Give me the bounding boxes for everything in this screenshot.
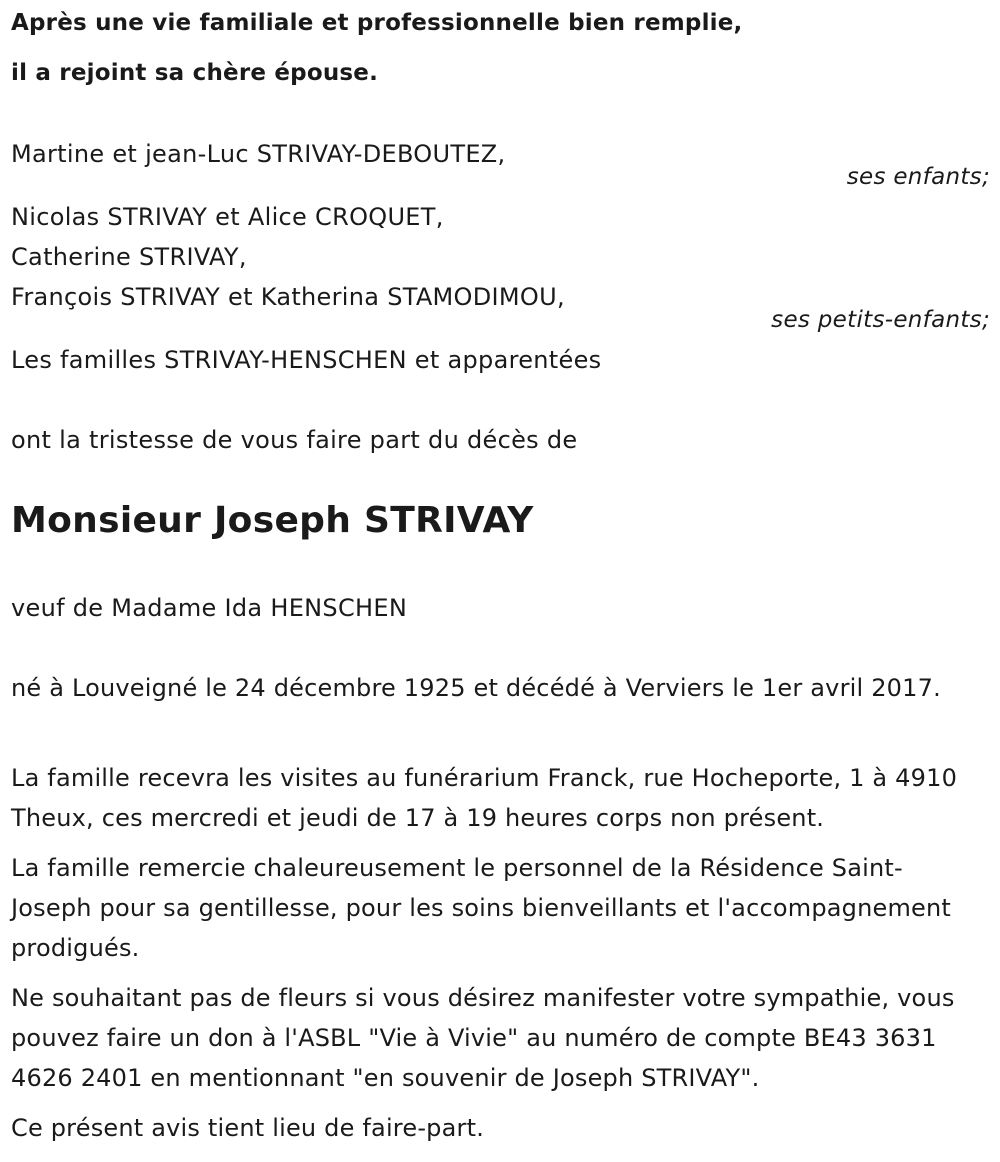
closing-paragraph: Ce présent avis tient lieu de faire-part.: [11, 1114, 485, 1142]
birth-death-paragraph: né à Louveigné le 24 décembre 1925 et décédé à Verviers le 1er avril 2017.: [11, 674, 941, 702]
intro-line-2: il a rejoint sa chère épouse.: [11, 60, 379, 86]
donation-paragraph: Ne souhaitant pas de fleurs si vous désirez manifester votre sympathie, vous pouvez faire un don à l'ASBL "Vie à Vivie" au numéro de compte BE43 3631 4626 2401 en mentionnant "en souvenir de Joseph STRIVAY".: [11, 984, 955, 1092]
deceased-name: Monsieur Joseph STRIVAY: [11, 500, 534, 541]
announcement-line: ont la tristesse de vous faire part du décès de: [11, 426, 578, 454]
relatives-line: Les familles STRIVAY-HENSCHEN et apparentées: [11, 346, 602, 374]
children-names: Martine et jean-Luc STRIVAY-DEBOUTEZ,: [11, 140, 506, 168]
grandchild-name-3: François STRIVAY et Katherina STAMODIMOU,: [11, 283, 565, 311]
grandchild-name-2: Catherine STRIVAY,: [11, 243, 247, 271]
intro-line-1: Après une vie familiale et professionnelle bien remplie,: [11, 10, 743, 36]
widower-line: veuf de Madame Ida HENSCHEN: [11, 594, 408, 622]
thanks-paragraph: La famille remercie chaleureusement le personnel de la Résidence Saint-Joseph pour sa gentillesse, pour les soins bienveillants et l'accompagnement prodigués.: [11, 854, 952, 962]
visits-paragraph: La famille recevra les visites au funérarium Franck, rue Hocheporte, 1 à 4910 Theux, ces mercredi et jeudi de 17 à 19 heures corps non présent.: [11, 764, 958, 832]
grandchildren-role: ses petits-enfants;: [771, 307, 990, 333]
children-role: ses enfants;: [846, 164, 990, 190]
grandchild-name-1: Nicolas STRIVAY et Alice CROQUET,: [11, 203, 444, 231]
